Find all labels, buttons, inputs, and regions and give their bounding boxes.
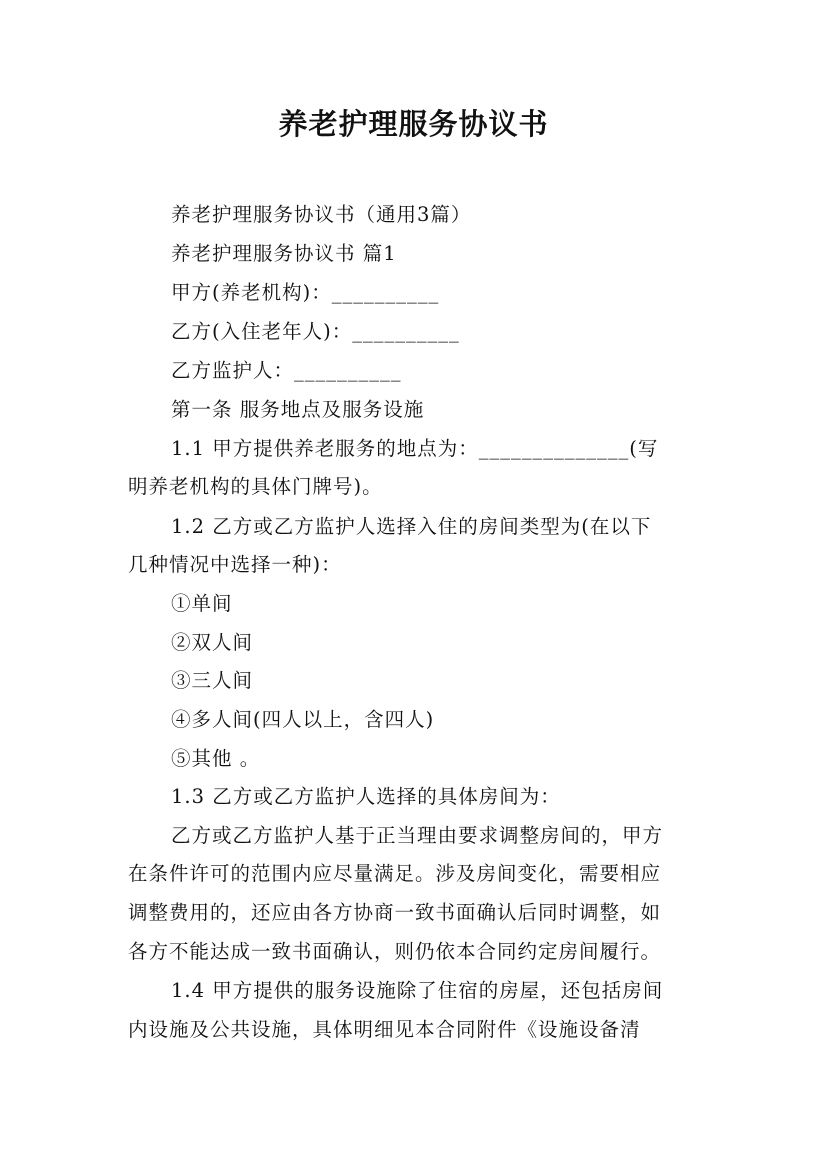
article-1-heading: 第一条 服务地点及服务设施 [171,398,425,421]
party-a-line: 甲方(养老机构)：__________ [171,281,440,304]
room-option-5: ⑤其他 。 [171,747,261,770]
room-option-3: ③三人间 [171,669,254,692]
subtitle-collection: 养老护理服务协议书（通用3篇） [171,203,472,226]
document-title: 养老护理服务协议书 [278,107,549,141]
clause-1-4-line-1: 1.4 甲方提供的服务设施除了住宿的房屋，还包括房间 [171,979,664,1002]
room-change-line-1: 乙方或乙方监护人基于正当理由要求调整房间的，甲方 [171,824,664,847]
guardian-line: 乙方监护人：__________ [171,359,402,382]
clause-1-1-line-1: 1.1 甲方提供养老服务的地点为：______________(写 [171,437,659,460]
clause-1-4-line-2: 内设施及公共设施，具体明细见本合同附件《设施设备清 [128,1018,641,1041]
room-change-line-2: 在条件许可的范围内应尽量满足。涉及房间变化，需要相应 [128,862,662,885]
clause-1-2-line-1: 1.2 乙方或乙方监护人选择入住的房间类型为(在以下 [171,515,652,538]
clause-1-1-line-2: 明养老机构的具体门牌号)。 [128,475,383,498]
room-change-line-4: 各方不能达成一致书面确认，则仍依本合同约定房间履行。 [128,940,662,963]
room-change-line-3: 调整费用的，还应由各方协商一致书面确认后同时调整，如 [128,901,662,924]
room-option-1: ①单间 [171,592,233,615]
party-b-line: 乙方(入住老年人)：__________ [171,320,460,343]
subtitle-part-1: 养老护理服务协议书 篇1 [171,242,397,265]
room-option-2: ②双人间 [171,631,254,654]
clause-1-3-line: 1.3 乙方或乙方监护人选择的具体房间为： [171,785,561,808]
room-option-4: ④多人间(四人以上，含四人) [171,708,435,731]
clause-1-2-line-2: 几种情况中选择一种)： [128,553,342,576]
